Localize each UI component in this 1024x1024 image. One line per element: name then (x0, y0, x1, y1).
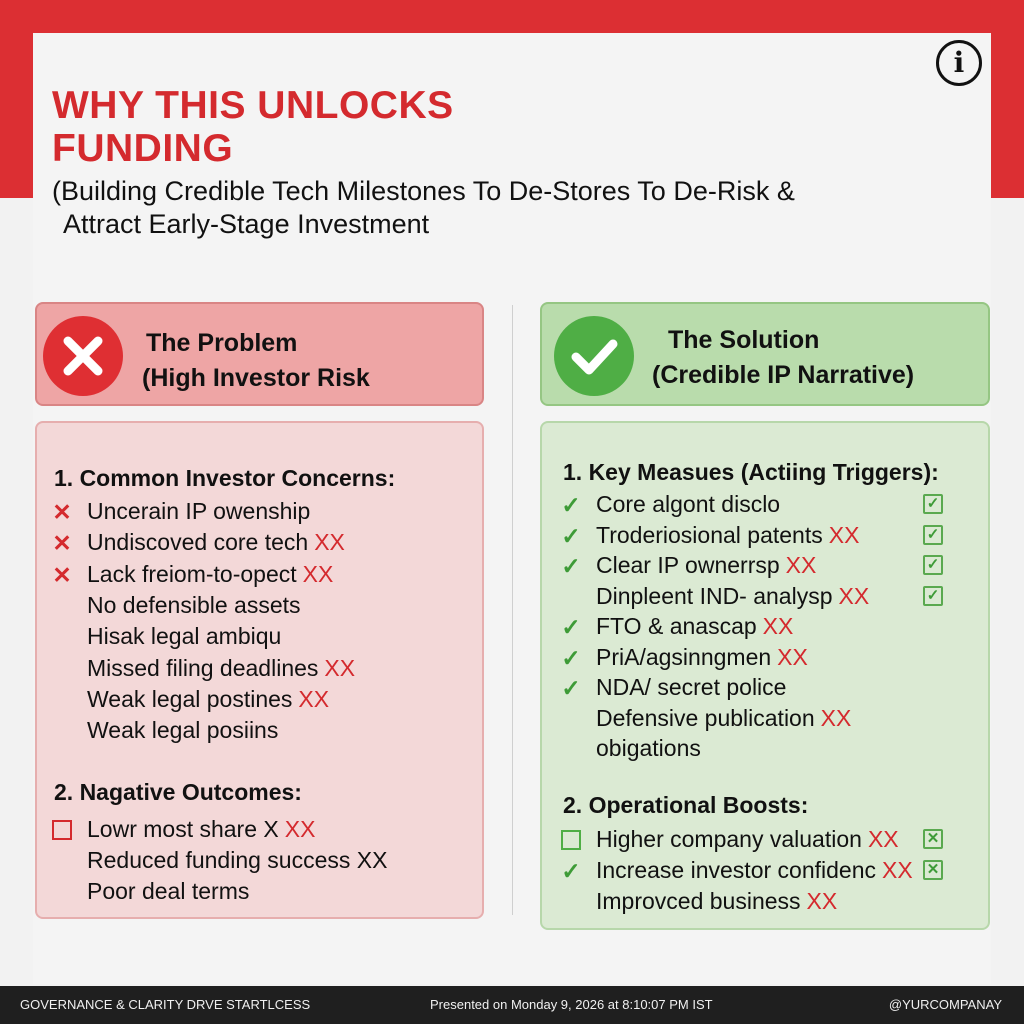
xx-flag: XX (828, 521, 860, 548)
list-item-text (87, 560, 333, 588)
xx-flag: XX (314, 529, 345, 556)
checkbox-icon (558, 826, 584, 856)
list-item-label: Weak legal postines (87, 685, 293, 712)
check-mark-icon: ✓ (561, 614, 581, 640)
list-item-text (87, 877, 249, 905)
list-item-text (596, 551, 816, 579)
list-item-label: Defensive publication (596, 704, 815, 731)
subtitle-line-2: Attract Early-Stage Investment (63, 209, 430, 239)
xx-flag: XX (820, 704, 852, 731)
x-mark-icon: ✕ (52, 561, 72, 588)
problem-section-outcomes: 2. Nagative Outcomes: (54, 779, 302, 805)
checked-box-icon[interactable]: ✓ (923, 586, 943, 606)
list-item-label: Improvced business (596, 888, 801, 914)
list-item-text (596, 734, 701, 762)
problem-title (142, 326, 472, 396)
list-item-text (87, 846, 387, 874)
checked-box-icon[interactable]: ✓ (923, 555, 943, 575)
xx-flag: XX (762, 613, 794, 639)
solution-title-line-1: The Solution (668, 326, 820, 354)
list-item-label: NDA/ secret police (596, 674, 787, 700)
problem-panel (35, 421, 484, 919)
solution-title (652, 323, 972, 393)
list-item-text (596, 673, 786, 701)
column-divider (512, 305, 513, 915)
xx-flag: XX (882, 857, 913, 883)
subtitle-line-1: (Building Credible Tech Milestones To De-Stores To De-Risk & (52, 176, 795, 206)
problem-section-concerns: 1. Common Investor Concerns: (54, 465, 396, 491)
list-item-text (87, 497, 310, 525)
xx-flag: XX (806, 888, 838, 914)
list-item-label: Dinpleent IND- analysp (596, 582, 833, 609)
checked-box-icon[interactable]: ✓ (923, 494, 943, 514)
list-item-label: Poor deal terms (87, 878, 250, 904)
problem-title-line-2: (High Investor Risk (142, 364, 370, 392)
list-item-label: Hisak legal ambiqu (87, 623, 282, 650)
list-item-label: Core algont disclo (596, 491, 781, 517)
list-item-text (87, 622, 281, 650)
xx-flag: XX (785, 552, 817, 578)
solution-section-measures: 1. Key Measues (Actiing Triggers): (563, 459, 939, 485)
title-line-2: FUNDING (52, 127, 234, 170)
list-item-label: Increase investor confidenc (596, 857, 876, 883)
list-item-label: PriA/agsinngmen (596, 643, 772, 670)
check-mark-icon: ✓ (561, 675, 581, 701)
list-item-label: Missed filing deadlines (87, 654, 319, 681)
problem-header (35, 302, 484, 406)
solution-section-boosts: 2. Operational Boosts: (563, 792, 809, 818)
page-subtitle (52, 175, 892, 241)
list-item-text (87, 528, 345, 556)
list-item-text (596, 582, 869, 610)
list-item-text (596, 887, 837, 915)
check-mark-icon: ✓ (561, 492, 581, 518)
list-item-text (596, 521, 859, 549)
check-circle-icon (554, 316, 634, 396)
page-title (52, 84, 672, 170)
checked-box-icon[interactable]: ✓ (923, 525, 943, 545)
check-mark-icon: ✓ (561, 858, 581, 884)
list-item-label: Troderiosional patents (596, 521, 823, 548)
xx-flag: XX (302, 560, 334, 587)
solution-title-line-2: (Credible IP Narrative) (652, 361, 915, 389)
check-mark-icon: ✓ (561, 553, 581, 579)
x-circle-icon (43, 316, 123, 396)
xx-flag: XX (867, 826, 899, 852)
list-item-label: Undiscoved core tech (87, 529, 309, 556)
check-mark-icon: ✓ (561, 522, 581, 549)
list-item-text (596, 490, 780, 518)
footer-right-text: @YURCOMPANAY (888, 997, 1002, 1012)
list-item-text (596, 704, 851, 732)
list-item-label: Lowr most share X (87, 816, 279, 842)
list-item-label: Higher company valuation (596, 826, 862, 852)
problem-title-line-1: The Problem (146, 329, 298, 357)
list-item-text (596, 856, 913, 884)
footer-center-text: Presented on Monday 9, 2026 at 8:10:07 PM IST (430, 997, 713, 1012)
list-item-label: Weak legal posiins (87, 717, 279, 744)
xx-flag: XX (298, 685, 330, 712)
list-item-text (87, 815, 315, 843)
crossed-box-icon[interactable]: ✕ (923, 829, 943, 849)
footer-left-text: GOVERNANCE & CLARITY DRVE STARTLCESS (20, 997, 311, 1012)
xx-flag: XX (777, 643, 808, 670)
check-mark-icon: ✓ (561, 644, 581, 671)
list-item-text (87, 685, 329, 713)
list-item-text (596, 825, 899, 853)
checkbox-icon (49, 816, 75, 846)
info-icon[interactable]: i (936, 40, 982, 86)
x-mark-icon: ✕ (52, 499, 72, 525)
title-line-1: WHY THIS UNLOCKS (52, 84, 454, 127)
list-item-label: No defensible assets (87, 591, 301, 618)
x-mark-icon: ✕ (52, 530, 72, 557)
list-item-label: Reduced funding success XX (87, 847, 388, 873)
solution-panel (540, 421, 990, 930)
list-item-label: Uncerain IP owenship (87, 498, 311, 524)
list-item-text (87, 716, 278, 744)
xx-flag: XX (324, 654, 356, 681)
crossed-box-icon[interactable]: ✕ (923, 860, 943, 880)
list-item-label: Clear IP ownerrsp (596, 552, 780, 578)
xx-flag: XX (838, 582, 870, 609)
xx-flag: XX (284, 816, 316, 842)
list-item-label: obigations (596, 735, 701, 761)
footer-bar (0, 986, 1024, 1024)
solution-header (540, 302, 990, 406)
list-item-text (596, 643, 808, 671)
list-item-label: Lack freiom-to-opect (87, 560, 297, 587)
list-item-label: FTO & anascap (596, 613, 757, 639)
list-item-text (596, 612, 793, 640)
list-item-text (87, 654, 355, 682)
list-item-text (87, 591, 301, 619)
